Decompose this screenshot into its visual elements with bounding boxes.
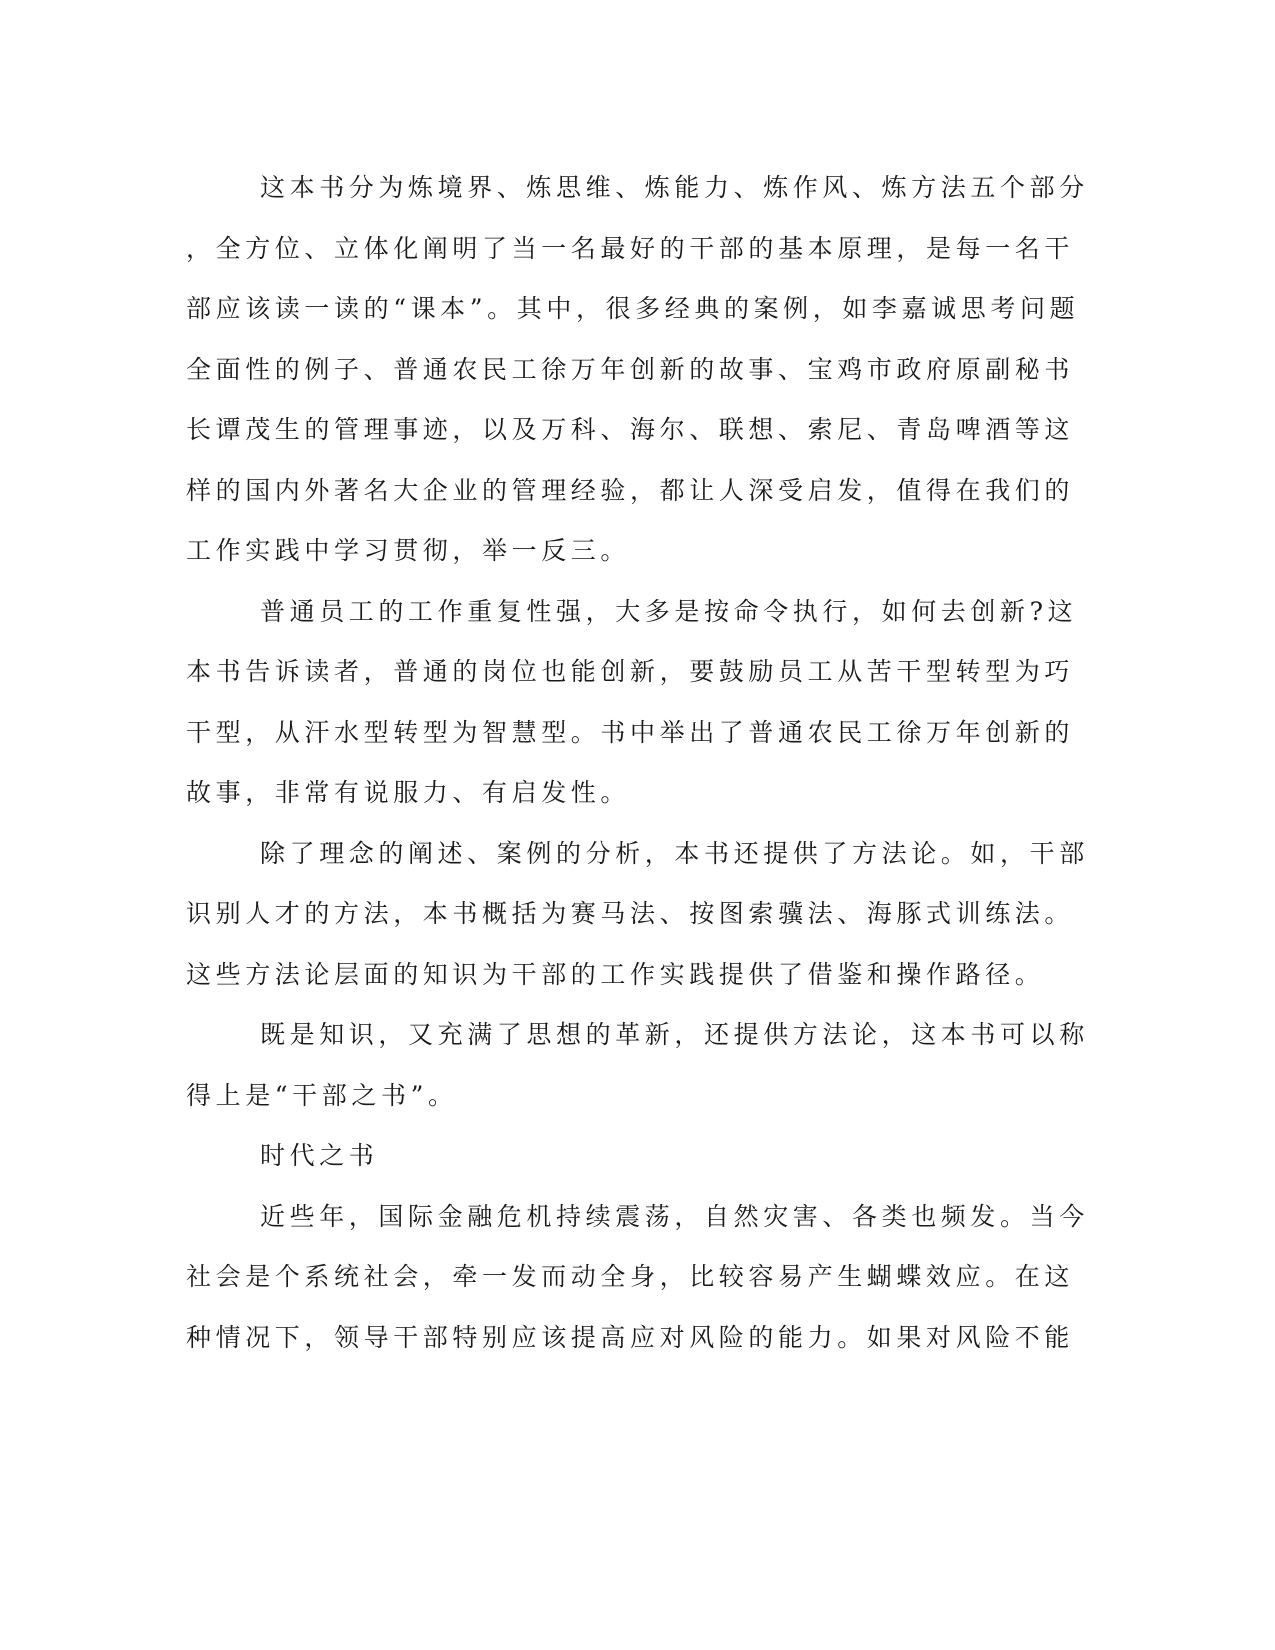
paragraph-line: 本书告诉读者，普通的岗位也能创新，要鼓励员工从苦干型转型为巧 <box>186 657 1075 686</box>
paragraph-line: 干型，从汗水型转型为智慧型。书中举出了普通农民工徐万年创新的 <box>186 717 1075 747</box>
paragraph-1 <box>186 158 1089 582</box>
paragraph-line: 社会是个系统社会，牵一发而动全身，比较容易产生蝴蝶效应。在这 <box>186 1262 1075 1291</box>
paragraph-line: 部应该读一读的“课本”。其中，很多经典的案例，如李嘉诚思考问题 <box>186 294 1080 323</box>
paragraph-line: 故事，非常有说服力、有启发性。 <box>186 778 631 807</box>
paragraph-4 <box>186 1005 1089 1126</box>
paragraph-2 <box>186 582 1076 824</box>
paragraph-line: 样的国内外著名大企业的管理经验，都让人深受启发，值得在我们的 <box>186 475 1075 505</box>
paragraph-line: 得上是“干部之书”。 <box>186 1080 458 1110</box>
paragraph-line: 全面性的例子、普通农民工徐万年创新的故事、宝鸡市政府原副秘书 <box>186 354 1075 384</box>
section-heading: 时代之书 <box>260 1141 379 1170</box>
paragraph-line: 工作实践中学习贯彻，举一反三。 <box>186 536 631 565</box>
paragraph-line: 普通员工的工作重复性强，大多是按命令执行，如何去创新?这 <box>260 596 1078 626</box>
paragraph-line: 种情况下，领导干部特别应该提高应对风险的能力。如果对风险不能 <box>186 1322 1075 1352</box>
paragraph-line: 这本书分为炼境界、炼思维、炼能力、炼作风、炼方法五个部分 <box>260 173 1089 202</box>
paragraph-line: ，全方位、立体化阐明了当一名最好的干部的基本原理，是每一名干 <box>186 233 1075 263</box>
paragraph-3 <box>186 824 1089 1006</box>
paragraph-line: 近些年，国际金融危机持续震荡，自然灾害、各类也频发。当今 <box>260 1201 1089 1231</box>
paragraph-5 <box>186 1187 1089 1369</box>
paragraph-line: 识别人才的方法，本书概括为赛马法、按图索骥法、海豚式训练法。 <box>186 899 1075 928</box>
document-body <box>186 158 1089 1368</box>
paragraph-line: 这些方法论层面的知识为干部的工作实践提供了借鉴和操作路径。 <box>186 959 1045 989</box>
paragraph-line: 除了理念的阐述、案例的分析，本书还提供了方法论。如，干部 <box>260 838 1089 868</box>
paragraph-line: 长谭茂生的管理事迹，以及万科、海尔、联想、索尼、青岛啤酒等这 <box>186 415 1075 444</box>
paragraph-line: 既是知识，又充满了思想的革新，还提供方法论，这本书可以称 <box>260 1020 1089 1049</box>
